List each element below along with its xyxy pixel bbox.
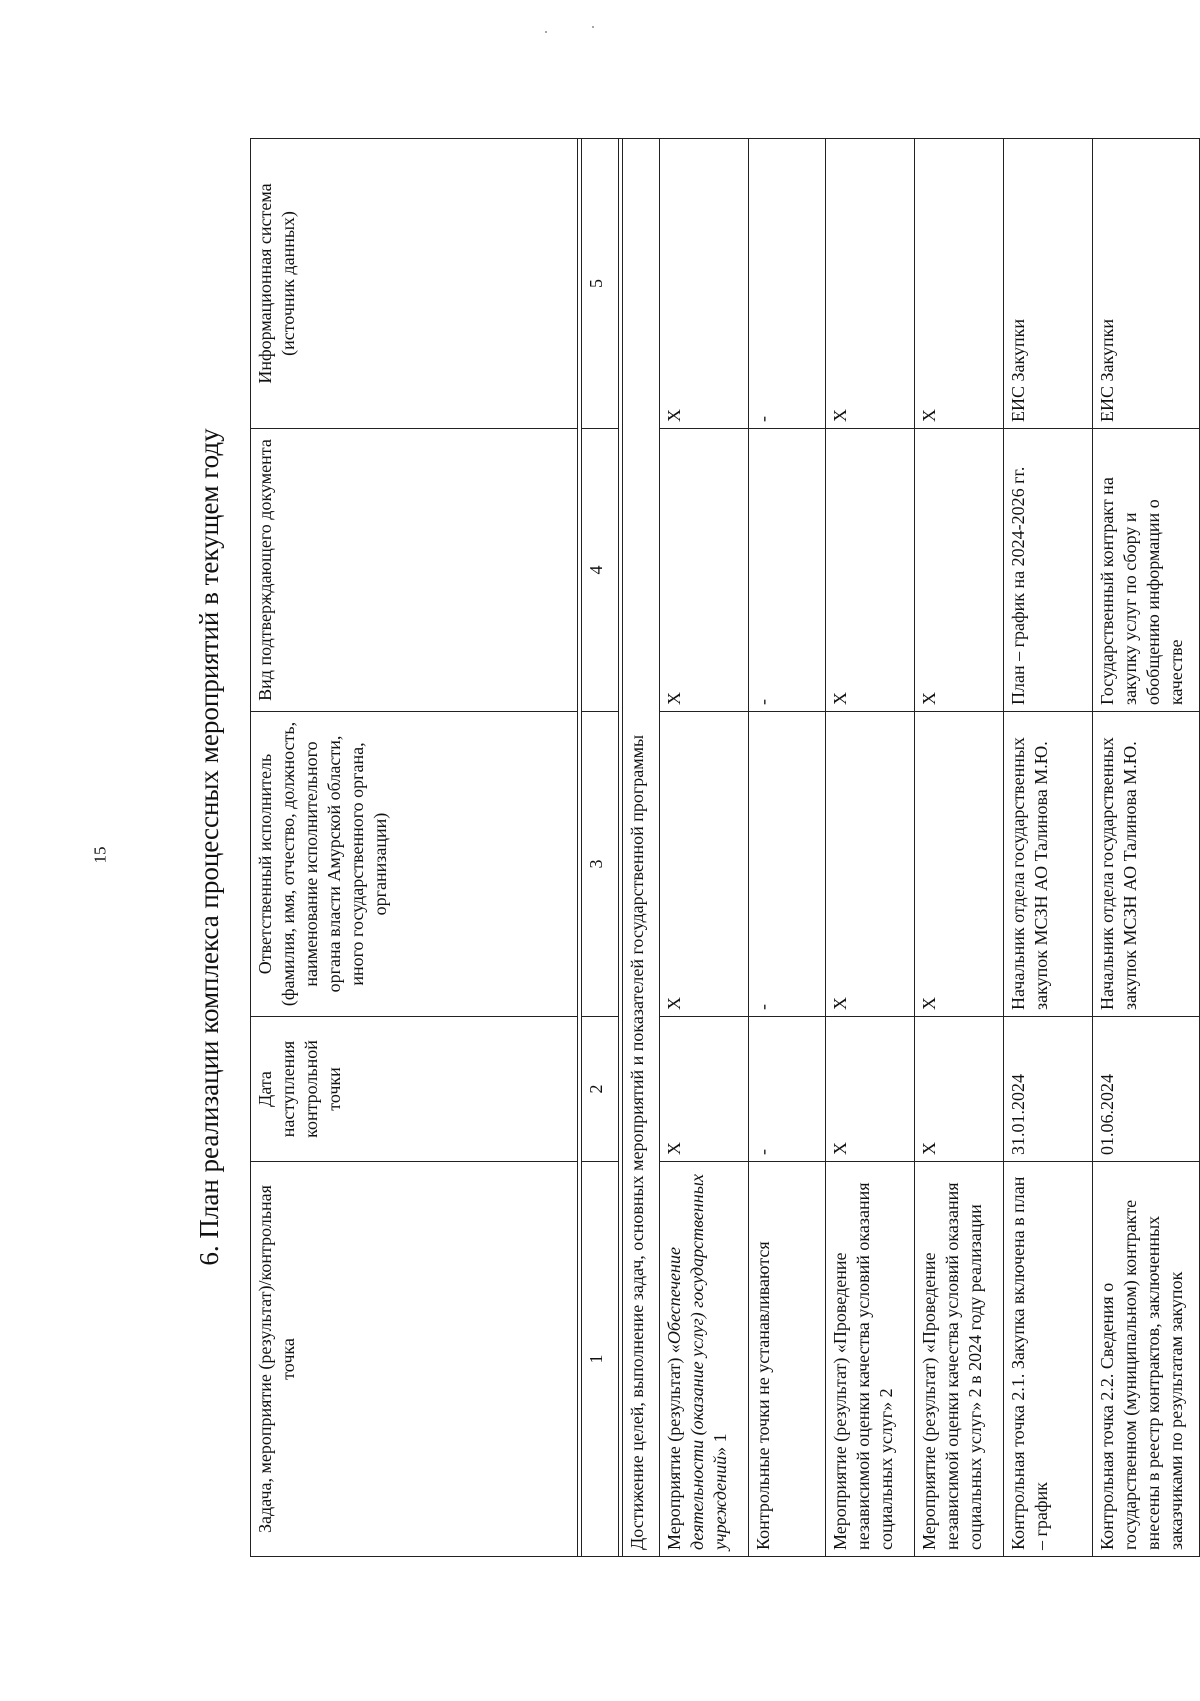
task-text: Контрольная точка 2.1. Закупка включена в план – график [1008, 1176, 1052, 1550]
date-cell: 31.01.2024 [1004, 1017, 1093, 1162]
system-cell: - [749, 139, 826, 429]
header-cell: Задача, мероприятие (результат)/контрольная точка [251, 1162, 578, 1557]
table-row [1004, 139, 1093, 1557]
column-number-row [582, 139, 619, 1557]
section-row [623, 139, 660, 1557]
system-cell: ЕИС Закупки [1004, 139, 1093, 429]
section-title: 6. План реализации комплекса процессных мероприятий в текущем году [194, 428, 224, 1266]
task-suffix: » 1 [710, 1433, 731, 1456]
task-text: Мероприятие (результат) « [664, 1344, 684, 1550]
table-row [826, 139, 915, 1557]
task-cell [749, 1162, 826, 1557]
table-row [1093, 139, 1200, 1557]
date-cell: Х [660, 1017, 749, 1162]
column-number: 1 [582, 1162, 619, 1557]
column-number: 5 [582, 139, 619, 429]
task-text: Контрольные точки не устанавливаются [753, 1241, 773, 1550]
task-cell [660, 1162, 749, 1557]
rotated-page-content [170, 117, 1187, 1577]
date-cell: 01.06.2024 [1093, 1017, 1200, 1162]
document-cell: План – график на 2024-2026 гг. [1004, 429, 1093, 712]
task-text: Мероприятие (результат) «Проведение независимой оценки качества условий оказания социальных услуг» 2 в 2024 году реализации [919, 1182, 986, 1550]
document-cell: Государственный контракт на закупку услуг по сбору и обобщению информации о качестве [1093, 429, 1200, 712]
task-cell [915, 1162, 1004, 1557]
responsible-cell: Х [660, 712, 749, 1017]
system-cell: ЕИС Закупки [1093, 139, 1200, 429]
column-number: 4 [582, 429, 619, 712]
document-cell: Х [826, 429, 915, 712]
scan-speck [592, 26, 594, 28]
table-row [749, 139, 826, 1557]
responsible-cell: Х [826, 712, 915, 1017]
task-italic-text: Обеспечение деятельности (оказание услуг) государственных учреждений [664, 1174, 731, 1550]
document-cell: Х [915, 429, 1004, 712]
system-cell: Х [660, 139, 749, 429]
header-row [251, 139, 578, 1557]
task-cell [826, 1162, 915, 1557]
system-cell: Х [915, 139, 1004, 429]
header-cell: Вид подтверждающего документа [251, 429, 578, 712]
task-cell [1093, 1162, 1200, 1557]
document-cell: Х [660, 429, 749, 712]
page-number: 15 [90, 846, 110, 864]
responsible-cell: - [749, 712, 826, 1017]
column-number: 2 [582, 1017, 619, 1162]
section-row-title: Достижение целей, выполнение задач, основных мероприятий и показателей государственной программы [623, 139, 660, 1557]
task-cell [1004, 1162, 1093, 1557]
responsible-cell: Начальник отдела государственных закупок МСЗН АО Талинова М.Ю. [1004, 712, 1093, 1017]
header-cell: Информационная система (источник данных) [251, 139, 578, 429]
task-text: Контрольная точка 2.2. Сведения о государственном (муниципальном) контракте внесены в реестр контрактов, заключенных заказчиками по результатам закупок [1097, 1199, 1187, 1550]
table-row [660, 139, 749, 1557]
header-cell: Ответственный исполнитель (фамилия, имя, отчество, должность, наименование исполнительного органа власти Амурской области, иного государственного органа, организации) [251, 712, 578, 1017]
date-cell: Х [826, 1017, 915, 1162]
task-text: Мероприятие (результат) «Проведение независимой оценки качества условий оказания социальных услуг» 2 [830, 1182, 897, 1550]
header-cell: Дата наступления контрольной точки [251, 1017, 578, 1162]
document-cell: - [749, 429, 826, 712]
scan-speck [545, 31, 547, 33]
date-cell: Х [915, 1017, 1004, 1162]
date-cell: - [749, 1017, 826, 1162]
plan-table [250, 138, 1200, 1557]
table-row [915, 139, 1004, 1557]
system-cell: Х [826, 139, 915, 429]
column-number: 3 [582, 712, 619, 1017]
responsible-cell: Х [915, 712, 1004, 1017]
responsible-cell: Начальник отдела государственных закупок МСЗН АО Талинова М.Ю. [1093, 712, 1200, 1017]
